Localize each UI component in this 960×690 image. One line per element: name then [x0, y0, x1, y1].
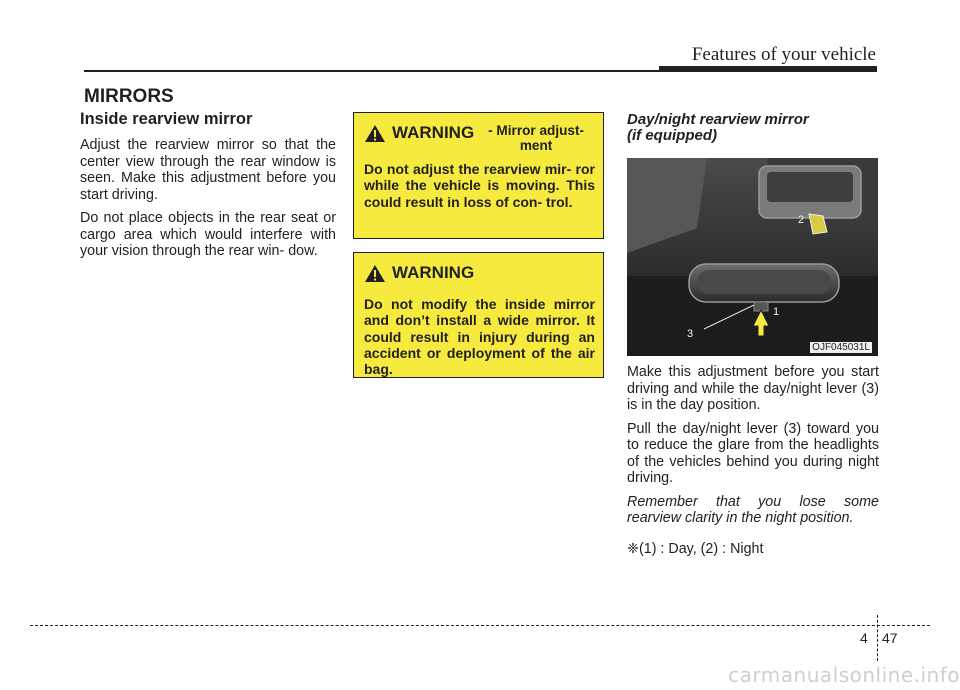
footer-rule [30, 625, 930, 626]
callout-label-3: 3 [687, 328, 694, 340]
daynight-paragraph: Pull the day/night lever (3) toward you to reduce the glare from the headlights of the vehicles behind you during night driving. [627, 420, 879, 486]
rearview-mirror-illustration [627, 158, 878, 356]
daynight-legend: ❈(1) : Day, (2) : Night [627, 540, 764, 557]
header-bar [659, 66, 877, 72]
daynight-italic-note: Remember that you lose some rearview clarity in the night position. [627, 493, 879, 526]
warning-subtitle: - Mirror adjust- ment [488, 123, 585, 153]
warning-label: WARNING [392, 263, 475, 282]
footer-divider [877, 615, 878, 661]
rearview-mirror-photo [627, 158, 878, 356]
running-header: Features of your vehicle [691, 44, 876, 65]
warning-box-modify-mirror [353, 252, 604, 378]
callout-label-2: 2 [798, 214, 805, 226]
figure-code: OJF045031L [812, 342, 870, 353]
callout-label-1: 1 [773, 306, 780, 318]
inside-mirror-paragraph: Adjust the rearview mirror so that the center view through the rear window is seen. Make this adjustment before you start driving. [80, 137, 336, 203]
daynight-section [627, 364, 879, 564]
chapter-number: 4 [860, 630, 868, 646]
daynight-heading-line: (if equipped) [627, 127, 717, 144]
inside-mirror-section [80, 110, 336, 267]
warning-body: Do not modify the inside mirror and don’t install a wide mirror. It could result in injury during an accident or deployment of the air bag. [364, 296, 595, 378]
daynight-heading-line: Day/night rearview mirror [627, 111, 809, 128]
watermark: carmanualsonline.info [728, 663, 960, 687]
warning-triangle-icon [364, 263, 392, 288]
warning-body: Do not adjust the rearview mir- ror while the vehicle is moving. This could result in loss of con- trol. [364, 161, 595, 210]
header-rule [84, 70, 659, 72]
daynight-paragraph: Make this adjustment before you start driving and while the day/night lever (3) is in the day position. [627, 364, 879, 413]
warning-triangle-icon [364, 123, 392, 148]
warning-box-mirror-adjustment [353, 112, 604, 239]
page-number: 47 [882, 630, 898, 646]
daynight-heading [627, 112, 879, 144]
inside-mirror-heading: Inside rearview mirror [80, 110, 253, 128]
inside-mirror-paragraph: Do not place objects in the rear seat or cargo area which would interfere with your vision through the rear win- dow. [80, 210, 336, 259]
section-title: MIRRORS [84, 86, 174, 107]
warning-label: WARNING [392, 123, 475, 142]
